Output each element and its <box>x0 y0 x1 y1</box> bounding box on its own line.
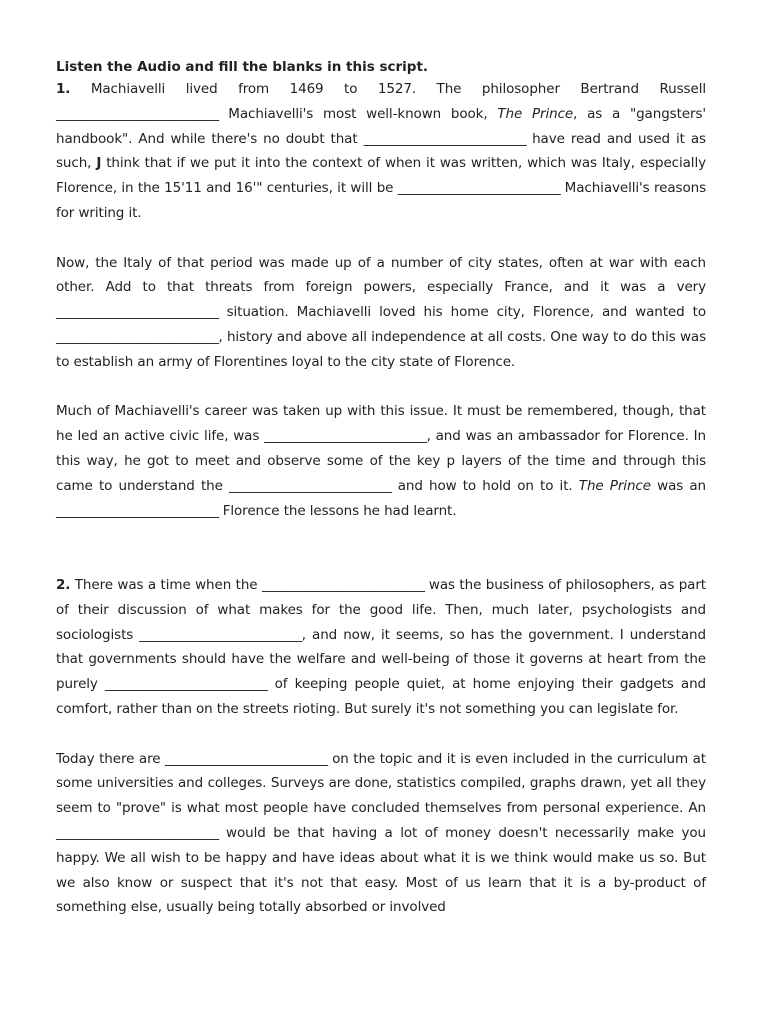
section-1-paragraph-1 <box>56 77 706 226</box>
book-title: The Prince <box>497 105 574 122</box>
paragraph-spacer <box>56 722 706 747</box>
paragraph-text: , and now, it seems, so has the government. I understand that governments should have the welfare and well-being of those it governs at heart from the purely <box>56 626 706 693</box>
paragraph-text: of keeping people quiet, at home enjoying their gadgets and comfort, rather than on the streets rioting. But surely it's not something you can legislate for. <box>56 676 706 717</box>
fill-blank: __________________________ <box>56 105 219 122</box>
section-1-paragraph-2 <box>56 251 706 375</box>
section-1-paragraph-3 <box>56 399 706 523</box>
paragraph-text: Today there are <box>56 750 166 767</box>
paragraph-text: have read and used it as such, <box>56 130 706 172</box>
fill-blank: __________________________ <box>229 477 392 494</box>
paragraph-text: Machiavelli lived from 1469 to 1527. The philosopher Bertrand Russell <box>70 81 706 97</box>
fill-blank: __________________________ <box>139 626 302 643</box>
section-2-paragraph-2 <box>56 747 706 921</box>
paragraph-spacer <box>56 226 706 251</box>
paragraph-text: , and was an ambassador for Florence. In this way, he got to meet and observe some of the key p layers of the time and through this came to understand the <box>56 428 706 494</box>
fill-blank: __________________________ <box>165 750 328 767</box>
fill-blank: __________________________ <box>56 328 219 345</box>
paragraph-text: Much of Machiavelli's career was taken up with this issue. It must be remembered, though, that he led an active civic life, was <box>56 403 706 445</box>
paragraph-text: on the topic and it is even included in the curriculum at some universities and colleges. Surveys are done, statistics compiled, graphs drawn, yet all they seem to "prove" is what most people have concluded themselves from personal experience. An <box>56 750 706 817</box>
fill-blank: __________________________ <box>264 428 427 445</box>
paragraph-text: was the business of philosophers, as part of their discussion of what makes for the good life. Then, much later, psychologists and sociologists <box>56 576 706 643</box>
fill-blank: __________________________ <box>56 502 219 519</box>
paragraph-text: There was a time when the <box>70 576 262 593</box>
paragraph-text: , as a "gangsters' handbook". And while there's no doubt that <box>56 105 706 147</box>
fill-blank: __________________________ <box>56 824 219 841</box>
fill-blank: __________________________ <box>363 130 527 147</box>
paragraph-text: Machiavelli's reasons for writing it. <box>56 180 707 221</box>
worksheet-heading: Listen the Audio and fill the blanks in this script. <box>56 59 429 75</box>
paragraph-text: Florence the lessons he had learnt. <box>218 502 457 519</box>
fill-blank: __________________________ <box>397 180 561 197</box>
fill-blank: __________________________ <box>261 576 425 593</box>
fill-blank: __________________________ <box>56 304 219 321</box>
paragraph-text: and how to hold on to it. <box>391 477 579 494</box>
worksheet-page <box>56 58 706 920</box>
section-spacer <box>56 523 706 573</box>
paragraph-text: think that if we put it into the context of when it was written, which was Italy, especially Florence, in the 15'11 and 16'" centuries, it will be <box>56 155 706 197</box>
bold-letter: J <box>96 155 102 172</box>
paragraph-text: Machiavelli's most well-known book, <box>218 105 498 122</box>
paragraph-text: , history and above all independence at all costs. One way to do this was to establish an army of Florentines loyal to the city state of Florence. <box>56 328 706 370</box>
paragraph-text: was an <box>650 477 706 494</box>
paragraph-text: Now, the Italy of that period was made up of a number of city states, often at war with each other. Add to that threats from foreign powers, especially France, and it was a very <box>56 254 706 296</box>
fill-blank: __________________________ <box>104 676 268 693</box>
section-2-paragraph-1 <box>56 573 706 722</box>
section-1-number: 1. <box>56 81 71 97</box>
paragraph-text: situation. Machiavelli loved his home city, Florence, and wanted to <box>218 304 706 321</box>
section-2-number: 2. <box>56 576 71 593</box>
paragraph-spacer <box>56 375 706 400</box>
book-title: The Prince <box>578 477 651 494</box>
paragraph-text: would be that having a lot of money doesn't necessarily make you happy. We all wish to be happy and have ideas about what it is we think would make us so. But we also know or suspect that it's not that easy. Most of us learn that it is a by-product of something else, usually being totally absorbed or involved <box>56 824 706 916</box>
